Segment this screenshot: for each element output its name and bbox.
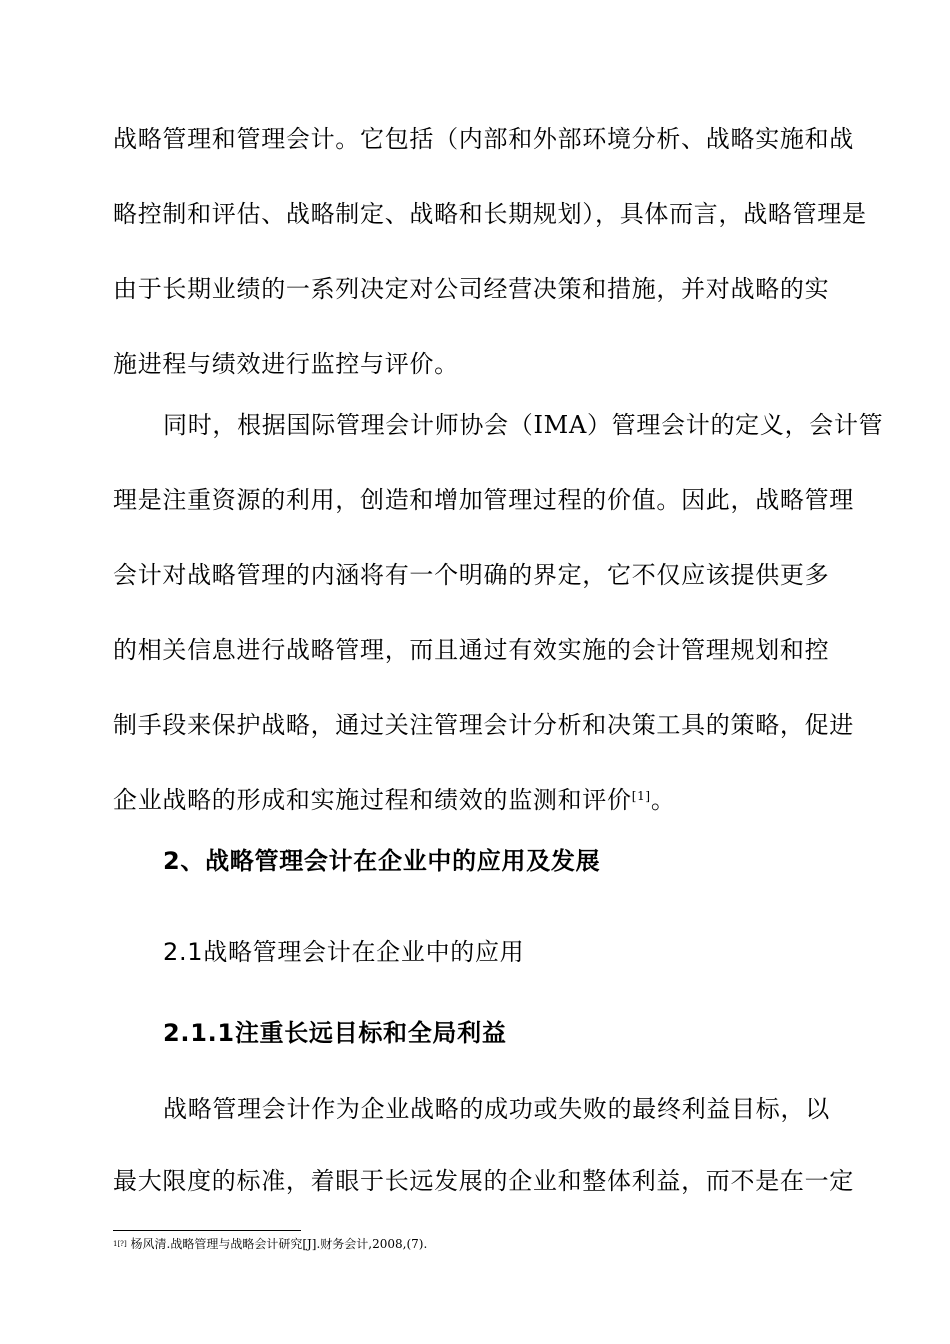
paragraph-2-line-3: 会计对战略管理的内涵将有一个明确的界定，它不仅应该提供更多	[113, 561, 830, 589]
paragraph-2-line-2: 理是注重资源的利用，创造和增加管理过程的价值。因此，战略管理	[113, 486, 854, 514]
paragraph-1-line-2: 略控制和评估、战略制定、战略和长期规划），具体而言，战略管理是	[113, 200, 867, 228]
paragraph-2-line-5: 制手段来保护战略，通过关注管理会计分析和决策工具的策略，促进	[113, 711, 854, 739]
section-heading-2-1-1: 2.1.1注重长远目标和全局利益	[163, 1019, 507, 1047]
paragraph-2-line-1: 同时，根据国际管理会计师协会（IMA）管理会计的定义，会计管	[163, 411, 884, 439]
section-heading-2-1: 2.1战略管理会计在企业中的应用	[163, 938, 525, 966]
paragraph-2-line-4: 的相关信息进行战略管理，而且通过有效实施的会计管理规划和控	[113, 636, 830, 664]
footnote-marker: 1[?]	[113, 1240, 127, 1248]
paragraph-2-line-6	[113, 785, 676, 815]
footnote-divider	[113, 1230, 301, 1231]
paragraph-1-line-3: 由于长期业绩的一系列决定对公司经营决策和措施，并对战略的实	[113, 275, 830, 303]
paragraph-1-line-4: 施进程与绩效进行监控与评价。	[113, 350, 459, 378]
footnote	[113, 1236, 427, 1252]
section-heading-2: 2、战略管理会计在企业中的应用及发展	[163, 847, 601, 875]
paragraph-1-line-1: 战略管理和管理会计。它包括（内部和外部环境分析、战略实施和战	[113, 125, 854, 153]
end-punctuation: 。	[650, 786, 676, 814]
paragraph-3-line-2: 最大限度的标准，着眼于长远发展的企业和整体利益，而不是在一定	[113, 1167, 854, 1195]
citation-marker[interactable]: [1]	[631, 789, 651, 803]
footnote-text: 杨风清.战略管理与战略会计研究[J].财务会计,2008,(7).	[130, 1237, 428, 1251]
paragraph-2-line-6-text: 企业战略的形成和实施过程和绩效的监测和评价	[113, 786, 632, 814]
paragraph-3-line-1: 战略管理会计作为企业战略的成功或失败的最终利益目标，以	[163, 1095, 830, 1123]
